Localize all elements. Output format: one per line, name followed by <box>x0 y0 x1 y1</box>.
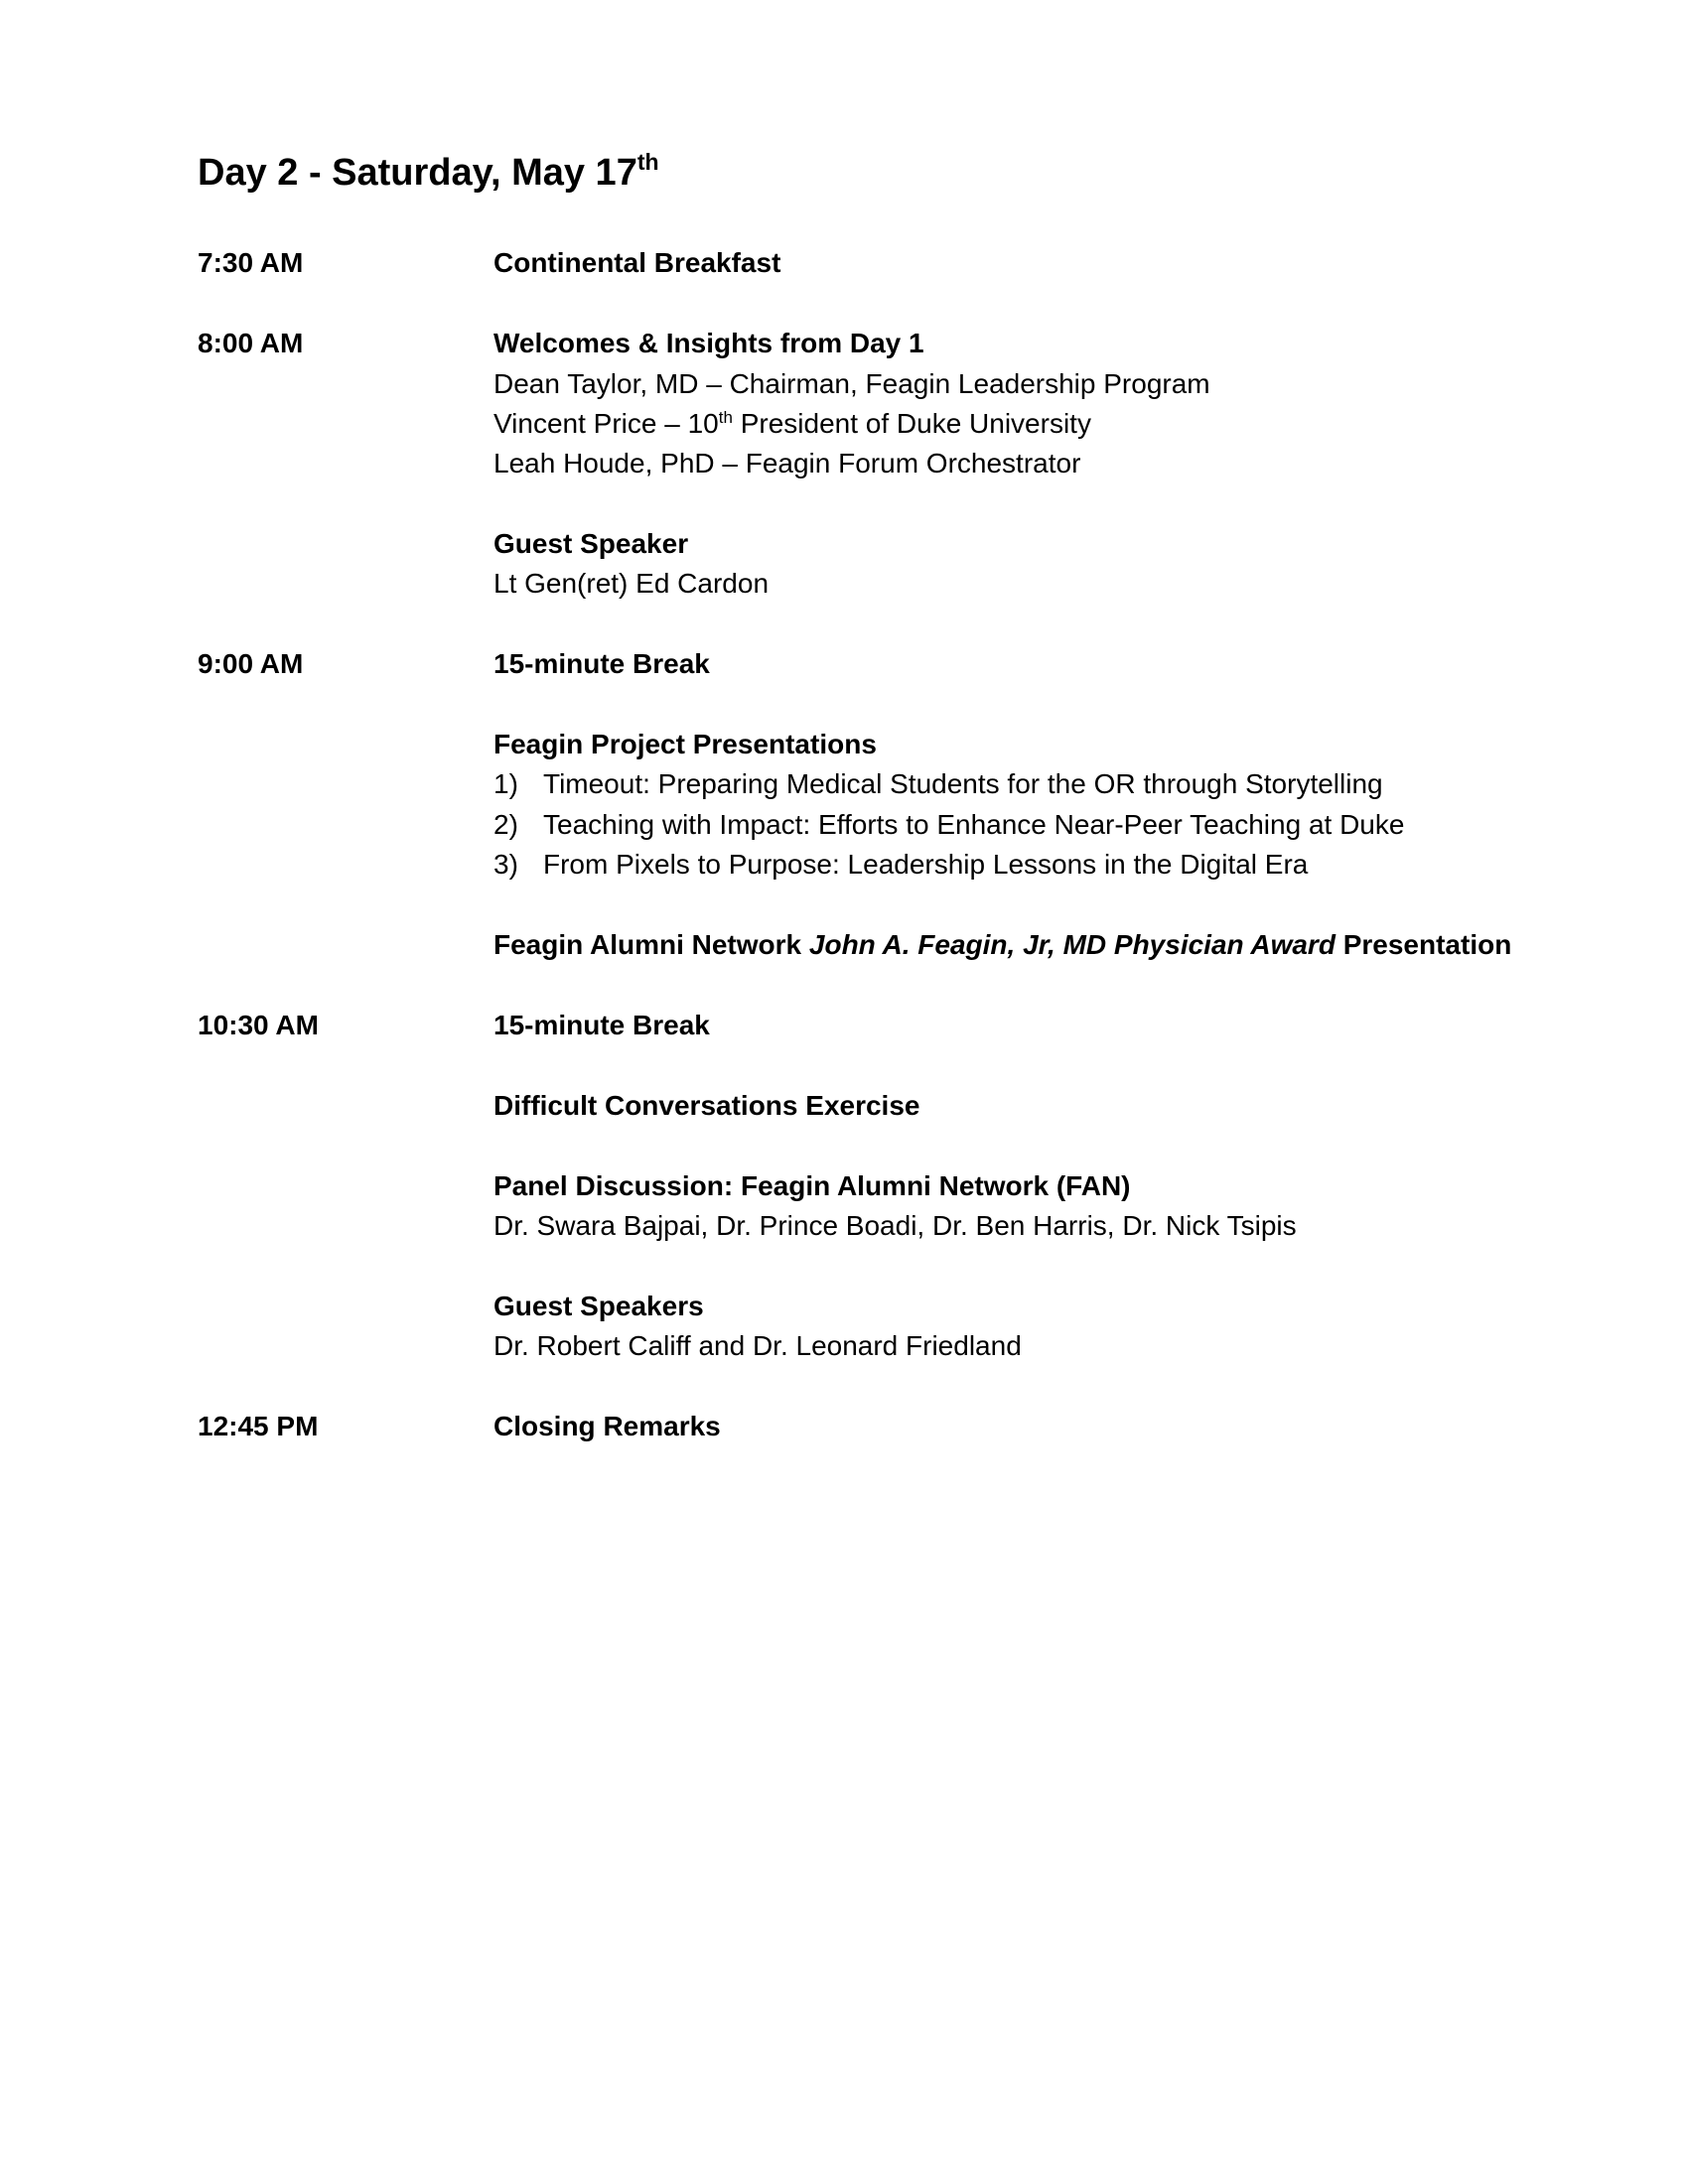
item-continental-breakfast: Continental Breakfast <box>493 247 781 278</box>
project-item-3-text: From Pixels to Purpose: Leadership Lessons in the Digital Era <box>543 849 1309 880</box>
guest-speakers-heading: Guest Speakers <box>493 1291 704 1321</box>
project-item-2 <box>493 805 1404 845</box>
time-1245: 12:45 PM <box>198 1411 319 1441</box>
projects-heading: Feagin Project Presentations <box>493 729 877 759</box>
speaker-vincent-price <box>493 404 1091 444</box>
project-item-1-text: Timeout: Preparing Medical Students for the OR through Storytelling <box>543 768 1383 799</box>
project-item-1 <box>493 764 1383 804</box>
time-0800: 8:00 AM <box>198 328 304 358</box>
award-suffix: Presentation <box>1335 929 1512 960</box>
panel-heading: Panel Discussion: Feagin Alumni Network (FAN) <box>493 1170 1131 1201</box>
item-break-0900: 15-minute Break <box>493 648 710 679</box>
project-item-1-number: 1) <box>493 768 518 799</box>
speaker-vincent-price-pre: Vincent Price – 10 <box>493 408 719 439</box>
project-item-2-number: 2) <box>493 809 518 840</box>
guest-speaker-heading: Guest Speaker <box>493 528 689 559</box>
item-break-1030: 15-minute Break <box>493 1010 710 1040</box>
guest-speakers-names: Dr. Robert Califf and Dr. Leonard Friedland <box>493 1330 1022 1361</box>
speaker-dean-taylor: Dean Taylor, MD – Chairman, Feagin Leadership Program <box>493 368 1210 399</box>
speaker-vincent-price-post: President of Duke University <box>732 408 1091 439</box>
item-closing-remarks: Closing Remarks <box>493 1411 721 1441</box>
guest-speaker-name: Lt Gen(ret) Ed Cardon <box>493 568 770 599</box>
page-title <box>198 149 659 197</box>
speaker-vincent-price-sup: th <box>718 408 733 427</box>
project-item-2-text: Teaching with Impact: Efforts to Enhance Near-Peer Teaching at Duke <box>543 809 1405 840</box>
page-title-text: Day 2 - Saturday, May 17 <box>198 152 637 194</box>
award-name: John A. Feagin, Jr, MD Physician Award <box>808 929 1336 960</box>
item-welcomes-heading: Welcomes & Insights from Day 1 <box>493 328 924 358</box>
panel-members: Dr. Swara Bajpai, Dr. Prince Boadi, Dr. Ben Harris, Dr. Nick Tsipis <box>493 1210 1297 1241</box>
time-0900: 9:00 AM <box>198 648 304 679</box>
item-difficult-conversations: Difficult Conversations Exercise <box>493 1090 920 1121</box>
award-prefix: Feagin Alumni Network <box>493 929 809 960</box>
time-0730: 7:30 AM <box>198 247 304 278</box>
page-title-suffix: th <box>636 149 659 175</box>
project-item-3 <box>493 845 1308 885</box>
speaker-leah-houde: Leah Houde, PhD – Feagin Forum Orchestrator <box>493 448 1081 478</box>
award-presentation <box>493 925 1511 965</box>
time-1030: 10:30 AM <box>198 1010 319 1040</box>
project-item-3-number: 3) <box>493 849 518 880</box>
